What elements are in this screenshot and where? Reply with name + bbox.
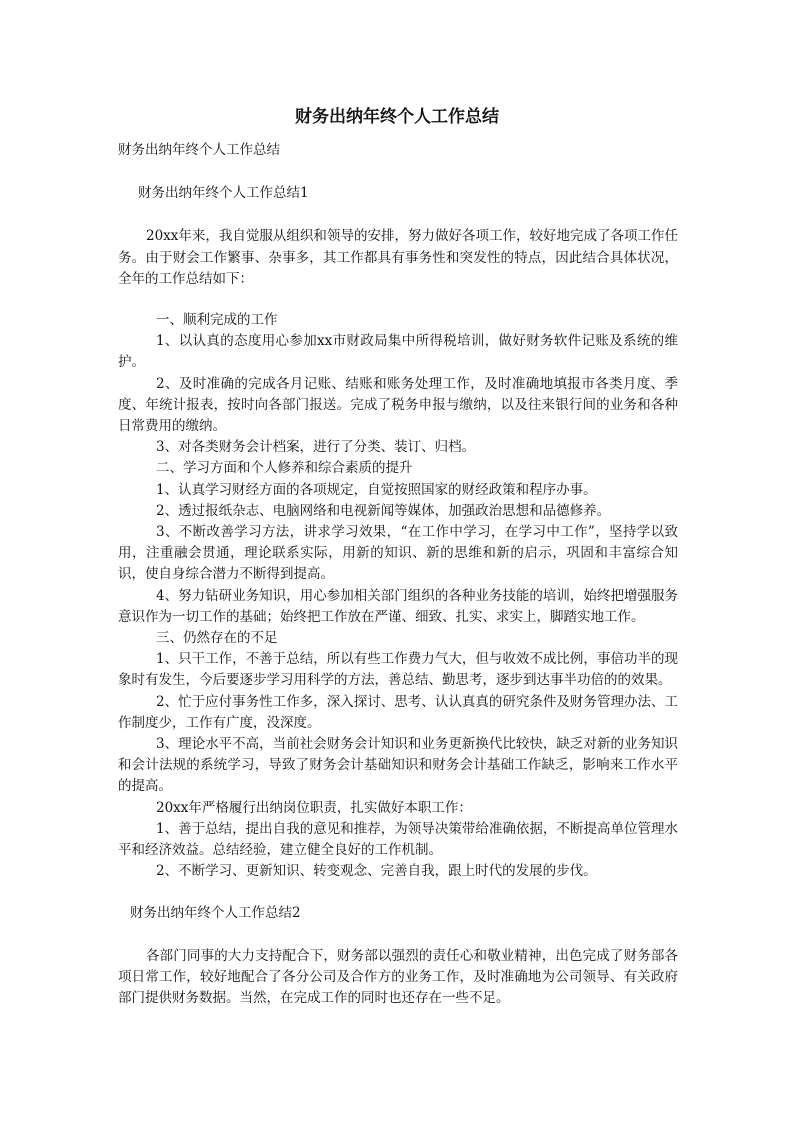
list-item: 2、透过报纸杂志、电脑网络和电视新闻等媒体，加强政治思想和品德修养。	[156, 502, 611, 519]
section-heading-2: 财务出纳年终个人工作总结2	[130, 904, 301, 921]
list-item: 3、不断改善学习方法，讲求学习效果，“在工作中学习，在学习中工作”，坚持学以致用，注重融会贯通，理论联系实际，用新的知识、新的思维和新的启示，巩固和丰富综合知识，使自身综合潜力不断得到提高。	[118, 524, 678, 583]
list-item: 20xx年严格履行出纳岗位职责，扎实做好本职工作：	[156, 799, 472, 816]
list-item: 1、只干工作，不善于总结，所以有些工作费力气大，但与收效不成比例，事倍功半的现象时有发生，今后要逐步学习用科学的方法，善总结、勤思考，逐步到达事半功倍的的效果。	[118, 651, 678, 689]
list-item: 2、及时准确的完成各月记账、结账和账务处理工作，及时准确地填报市各类月度、季度、年统计报表，按时向各部门报送。完成了税务申报与缴纳，以及往来银行间的业务和各种日常费用的缴纳。	[118, 375, 678, 435]
list-item: 1、以认真的态度用心参加xx市财政局集中所得税培训，做好财务软件记账及系统的维护。	[118, 333, 678, 371]
spacer	[118, 204, 678, 226]
section-heading-1: 财务出纳年终个人工作总结1	[138, 185, 309, 202]
list-item: 3、对各类财务会计档案，进行了分类、装订、归档。	[156, 439, 476, 456]
spacer	[118, 161, 678, 183]
list-item: 2、忙于应付事务性工作多，深入探讨、思考、认认真真的研究条件及财务管理办法、工作制度少，工作有广度，没深度。	[118, 693, 678, 731]
spacer	[118, 924, 678, 946]
list-item: 三、仍然存在的不足	[156, 630, 278, 647]
section-1-intro: 20xx年来，我自觉服从组织和领导的安排，努力做好各项工作，较好地完成了各项工作任务。由于财会工作繁事、杂事多，其工作都具有事务性和突发性的特点，因此结合具体状况，全年的工作总结如下：	[118, 228, 678, 287]
list-item: 4、努力钻研业务知识，用心参加相关部门组织的各种业务技能的培训，始终把增强服务意识作为一切工作的基础；始终把工作放在严谨、细致、扎实、求实上，脚踏实地工作。	[118, 587, 678, 625]
list-item: 2、不断学习、更新知识、转变观念、完善自我，跟上时代的发展的步伐。	[156, 863, 597, 880]
list-item: 二、学习方面和个人修养和综合素质的提升	[156, 460, 413, 477]
list-item: 一、顺利完成的工作	[156, 312, 278, 329]
document-body	[118, 140, 678, 1009]
list-item: 1、认真学习财经方面的各项规定，自觉按照国家的财经政策和程序办事。	[156, 481, 597, 498]
list-item: 1、善于总结，提出自我的意见和推荐，为领导决策带给准确依据，不断提高单位管理水平和经济效益。总结经验，建立健全良好的工作机制。	[118, 820, 678, 859]
section-2-intro: 各部门同事的大力支持配合下，财务部以强烈的责任心和敬业精神，出色完成了财务部各项日常工作，较好地配合了各分公司及合作方的业务工作，及时准确地为公司领导、有关政府部门提供财务数据。当然，在完成工作的同时也还存在一些不足。	[118, 947, 678, 1007]
document-subtitle: 财务出纳年终个人工作总结	[118, 142, 280, 158]
spacer	[118, 883, 678, 903]
document-title: 财务出纳年终个人工作总结	[295, 107, 499, 127]
spacer	[118, 290, 678, 310]
list-item: 3、理论水平不高，当前社会财务会计知识和业务更新换代比较快，缺乏对新的业务知识和会计法规的系统学习，导致了财务会计基础知识和财务会计基础工作缺乏，影响来工作水平的提高。	[118, 736, 678, 795]
